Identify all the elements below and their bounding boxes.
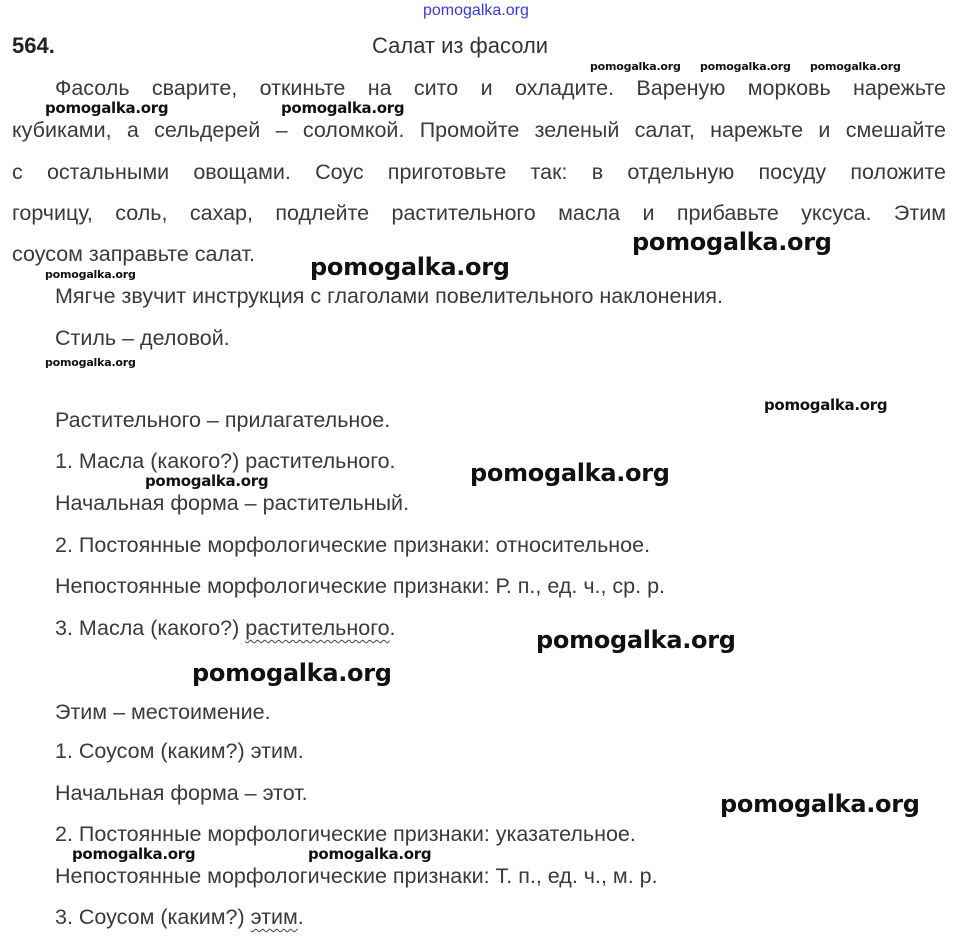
text: 3. Масла (какого?) — [55, 616, 246, 640]
paragraph-line: кубиками, а сельдерей – соломкой. Промойте зеленый салат, нарежьте и смешайте — [12, 118, 946, 142]
watermark: pomogalka.org — [720, 790, 920, 818]
watermark: pomogalka.org — [590, 60, 681, 73]
underlined-word: этим — [250, 905, 298, 929]
watermark: pomogalka.org — [308, 845, 432, 863]
exercise-title: Салат из фасоли — [372, 33, 549, 58]
note-line: Мягче звучит инструкция с глаголами повелительного наклонения. — [55, 284, 723, 308]
text: . — [389, 616, 396, 640]
watermark: pomogalka.org — [632, 228, 832, 256]
watermark: pomogalka.org — [192, 659, 392, 687]
paragraph-line: Фасоль сварите, откиньте на сито и охладите. Вареную морковь нарежьте — [55, 76, 946, 100]
watermark: pomogalka.org — [310, 253, 510, 281]
watermark: pomogalka.org — [470, 459, 670, 487]
watermark: pomogalka.org — [45, 268, 136, 281]
analysis-line: 2. Постоянные морфологические признаки: указательное. — [55, 822, 636, 846]
analysis-line — [55, 615, 396, 641]
watermark: pomogalka.org — [145, 472, 269, 490]
analysis-heading: Растительного – прилагательное. — [55, 408, 391, 432]
watermark: pomogalka.org — [72, 845, 196, 863]
note-line: Стиль – деловой. — [55, 326, 230, 350]
watermark: pomogalka.org — [45, 356, 136, 369]
watermark: pomogalka.org — [281, 99, 405, 117]
exercise-number: 564. — [12, 33, 55, 58]
analysis-line: Непостоянные морфологические признаки: Р. п., ед. ч., ср. р. — [55, 574, 666, 598]
underlined-word: растительного — [245, 616, 390, 640]
watermark: pomogalka.org — [536, 626, 736, 654]
paragraph-line: с остальными овощами. Соус приготовьте так: в отдельную посуду положите — [12, 160, 946, 184]
analysis-line: Начальная форма – этот. — [55, 781, 308, 805]
analysis-line: Начальная форма – растительный. — [55, 491, 410, 515]
watermark: pomogalka.org — [810, 60, 901, 73]
analysis-line — [55, 904, 304, 930]
paragraph-line: соусом заправьте салат. — [12, 242, 255, 266]
analysis-line: 1. Соусом (каким?) этим. — [55, 739, 304, 763]
analysis-heading: Этим – местоимение. — [55, 700, 271, 724]
analysis-line: 2. Постоянные морфологические признаки: относительное. — [55, 533, 651, 557]
text: . — [297, 905, 304, 929]
watermark: pomogalka.org — [764, 396, 888, 414]
watermark: pomogalka.org — [45, 99, 169, 117]
site-watermark-top: pomogalka.org — [423, 2, 529, 19]
paragraph-line: горчицу, соль, сахар, подлейте растительного масла и прибавьте уксуса. Этим — [12, 201, 946, 225]
text: 3. Соусом (каким?) — [55, 905, 251, 929]
analysis-line: 1. Масла (какого?) растительного. — [55, 449, 396, 473]
analysis-line: Непостоянные морфологические признаки: Т. п., ед. ч., м. р. — [55, 864, 658, 888]
watermark: pomogalka.org — [700, 60, 791, 73]
